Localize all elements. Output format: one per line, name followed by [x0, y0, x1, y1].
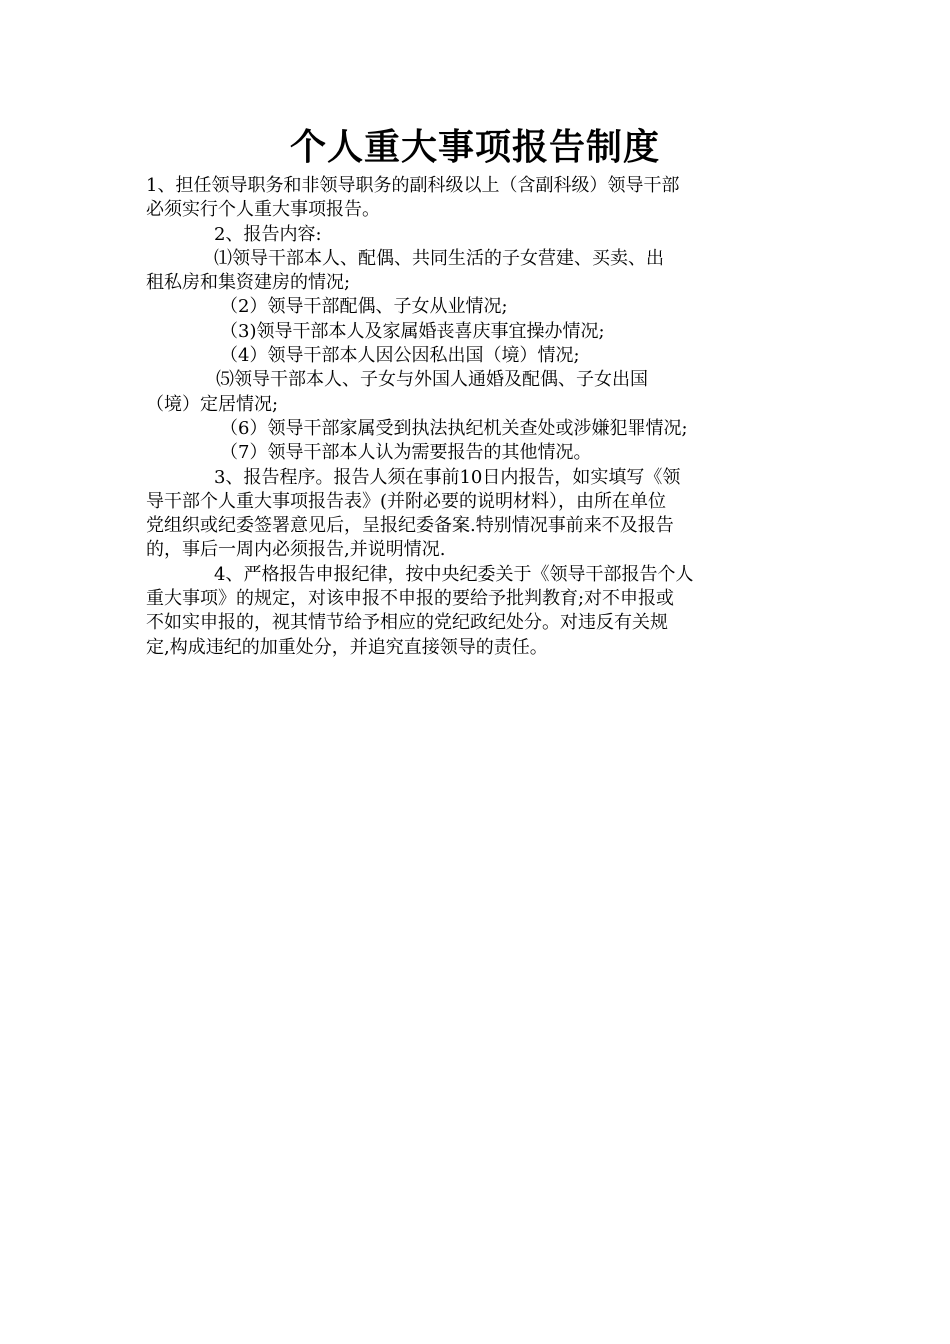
paragraph-line: 必须实行个人重大事项报告。: [146, 199, 380, 221]
paragraph-line: 租私房和集资建房的情况;: [146, 272, 351, 294]
document-body: [146, 174, 806, 660]
paragraph-line: 1、担任领导职务和非领导职务的副科级以上（含副科级）领导干部: [146, 175, 680, 196]
paragraph-line: 定,构成违纪的加重处分，并追究直接领导的责任。: [146, 636, 548, 658]
paragraph-line: （6）领导干部家属受到执法执纪机关查处或涉嫌犯罪情况;: [220, 417, 688, 439]
paragraph-line: 的，事后一周内必须报告,并说明情况.: [146, 539, 446, 561]
paragraph-line: 4、严格报告申报纪律，按中央纪委关于《领导干部报告个人: [214, 563, 694, 585]
paragraph-line: ⑸领导干部本人、子女与外国人通婚及配偶、子女出国: [216, 369, 648, 391]
paragraph-line: 党组织或纪委签署意见后，呈报纪委备案.特别情况事前来不及报告: [146, 515, 674, 537]
paragraph-line: 重大事项》的规定，对该申报不申报的要给予批判教育;对不申报或: [146, 588, 675, 610]
document-title: 个人重大事项报告制度: [289, 127, 660, 168]
paragraph-line: ⑴领导干部本人、配偶、共同生活的子女营建、买卖、出: [214, 247, 664, 269]
paragraph-line: （境）定居情况;: [146, 393, 279, 415]
paragraph-line: 导干部个人重大事项报告表》(并附必要的说明材料），由所在单位: [146, 490, 667, 512]
paragraph-line: （4）领导干部本人因公因私出国（境）情况;: [220, 345, 580, 367]
paragraph-line: 3、报告程序。报告人须在事前10日内报告，如实填写《领: [214, 466, 681, 488]
paragraph-line: （2）领导干部配偶、子女从业情况;: [220, 296, 508, 318]
paragraph-line: （3)领导干部本人及家属婚丧喜庆事宜操办情况;: [220, 320, 605, 342]
paragraph-line: 不如实申报的，视其情节给予相应的党纪政纪处分。对违反有关规: [146, 612, 668, 634]
paragraph-line: （7）领导干部本人认为需要报告的其他情况。: [220, 442, 592, 464]
paragraph-line: 2、报告内容:: [214, 223, 322, 245]
